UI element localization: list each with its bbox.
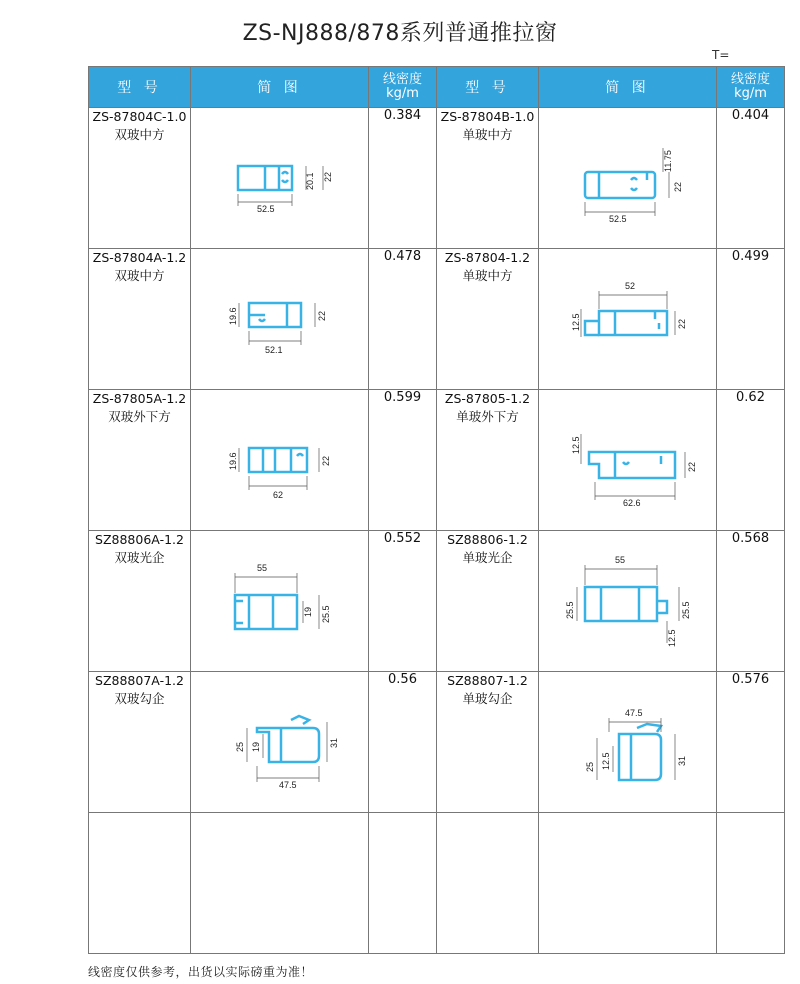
dimension-label: 19	[303, 606, 313, 617]
header-density-line2: kg/m	[734, 86, 767, 101]
dimension-label: 25.5	[565, 601, 575, 619]
dimension-label: 25	[585, 761, 595, 772]
dimension-label: 11.75	[663, 150, 673, 172]
dimension-label: 22	[687, 461, 697, 472]
table-row	[89, 390, 785, 531]
model-number: ZS-87804A-1.2	[92, 250, 187, 265]
dimension-label: 52.5	[257, 204, 275, 214]
profile-diagram-cell	[191, 108, 369, 249]
header-density-line2: kg/m	[386, 86, 419, 101]
dimension-label: 19	[251, 741, 261, 752]
dimension-label: 25	[235, 741, 245, 752]
density-value: 0.499	[717, 249, 785, 390]
header-density-line1: 线密度	[730, 72, 770, 87]
footnote: 线密度仅供参考，出货以实际磅重为准！	[88, 965, 314, 979]
dimension-label: 62	[273, 490, 284, 500]
profile-diagram	[191, 249, 369, 389]
profile-spec-table	[88, 66, 785, 954]
dimension-label: 47.5	[279, 780, 297, 790]
density-value: 0.576	[717, 672, 785, 813]
header-density	[369, 67, 437, 108]
profile-diagram	[191, 390, 369, 530]
dimension-label: 55	[615, 555, 626, 565]
density-value: 0.56	[369, 672, 437, 813]
table-header-row	[89, 67, 785, 108]
dimension-label: 25.5	[321, 605, 331, 623]
profile-diagram	[539, 249, 717, 389]
profile-diagram-cell	[539, 672, 717, 813]
dimension-label: 47.5	[625, 708, 643, 718]
table-row	[89, 531, 785, 672]
model-description: 双玻中方	[114, 127, 165, 142]
profile-diagram-cell	[191, 531, 369, 672]
profile-diagram	[539, 672, 717, 812]
model-description: 单玻光企	[462, 550, 513, 565]
profile-diagram-cell	[539, 108, 717, 249]
density-value: 0.599	[369, 390, 437, 531]
profile-diagram-cell	[539, 531, 717, 672]
density-value: 0.404	[717, 108, 785, 249]
profile-diagram-cell	[191, 390, 369, 531]
density-value: 0.384	[369, 108, 437, 249]
density-value: 0.62	[717, 390, 785, 531]
model-cell	[89, 390, 191, 531]
dimension-label: 52.1	[265, 345, 283, 355]
dimension-label: 22	[673, 181, 683, 192]
model-number: ZS-87805-1.2	[444, 391, 531, 406]
header-model: 型 号	[89, 67, 191, 108]
dimension-label: 22	[677, 318, 687, 329]
density-value: 0.478	[369, 249, 437, 390]
header-density	[717, 67, 785, 108]
model-description: 单玻勾企	[462, 691, 513, 706]
model-description: 双玻光企	[114, 550, 165, 565]
model-cell	[437, 813, 539, 954]
model-description: 单玻中方	[462, 127, 513, 142]
model-cell	[89, 531, 191, 672]
profile-diagram	[191, 672, 369, 812]
model-description: 双玻中方	[114, 268, 165, 283]
model-cell	[437, 249, 539, 390]
profile-diagram-cell	[539, 390, 717, 531]
profile-diagram	[539, 108, 717, 248]
table-row	[89, 672, 785, 813]
model-cell	[89, 249, 191, 390]
dimension-label: 25.5	[681, 601, 691, 619]
model-number: SZ88807-1.2	[447, 673, 528, 688]
thickness-label: T=	[712, 48, 730, 62]
dimension-label: 52.5	[609, 214, 627, 224]
model-cell	[89, 108, 191, 249]
header-diagram: 简 图	[191, 67, 369, 108]
dimension-label: 19.6	[228, 452, 238, 470]
model-number: ZS-87804B-1.0	[440, 109, 535, 124]
table-row	[89, 813, 785, 954]
model-cell	[437, 108, 539, 249]
model-cell	[89, 672, 191, 813]
model-description: 双玻外下方	[108, 409, 171, 424]
profile-diagram	[539, 390, 717, 530]
profile-diagram	[191, 108, 369, 248]
dimension-label: 22	[317, 310, 327, 321]
table-row	[89, 249, 785, 390]
density-value	[717, 813, 785, 954]
model-description: 单玻中方	[462, 268, 513, 283]
header-density-line1: 线密度	[382, 72, 422, 87]
dimension-label: 22	[321, 455, 331, 466]
dimension-label: 62.6	[623, 498, 641, 508]
profile-diagram-cell	[191, 672, 369, 813]
model-cell	[437, 390, 539, 531]
dimension-label: 31	[329, 737, 339, 748]
dimension-label: 22	[323, 171, 333, 182]
dimension-label: 20.1	[305, 172, 315, 190]
profile-diagram-cell	[191, 813, 369, 954]
page-title: ZS-NJ888/878系列普通推拉窗	[242, 21, 558, 46]
model-number: ZS-87805A-1.2	[92, 391, 187, 406]
model-number: SZ88806A-1.2	[95, 532, 184, 547]
table-row	[89, 108, 785, 249]
profile-diagram-cell	[191, 249, 369, 390]
header-model: 型 号	[437, 67, 539, 108]
density-value: 0.552	[369, 531, 437, 672]
dimension-label: 12.5	[667, 629, 677, 647]
header-diagram: 简 图	[539, 67, 717, 108]
dimension-label: 55	[257, 563, 268, 573]
model-cell	[89, 813, 191, 954]
profile-diagram	[191, 531, 369, 671]
model-description: 双玻勾企	[114, 691, 165, 706]
profile-diagram-cell	[539, 249, 717, 390]
dimension-label: 19.6	[228, 307, 238, 325]
dimension-label: 12.5	[571, 313, 581, 331]
model-number: ZS-87804C-1.0	[92, 109, 187, 124]
dimension-label: 12.5	[571, 436, 581, 454]
dimension-label: 12.5	[601, 752, 611, 770]
model-number: ZS-87804-1.2	[444, 250, 531, 265]
model-description: 单玻外下方	[456, 409, 519, 424]
model-number: SZ88806-1.2	[447, 532, 528, 547]
model-cell	[437, 672, 539, 813]
profile-diagram	[539, 531, 717, 671]
density-value	[369, 813, 437, 954]
dimension-label: 31	[677, 755, 687, 766]
model-cell	[437, 531, 539, 672]
model-number: SZ88807A-1.2	[95, 673, 184, 688]
profile-diagram-cell	[539, 813, 717, 954]
density-value: 0.568	[717, 531, 785, 672]
dimension-label: 52	[625, 281, 636, 291]
